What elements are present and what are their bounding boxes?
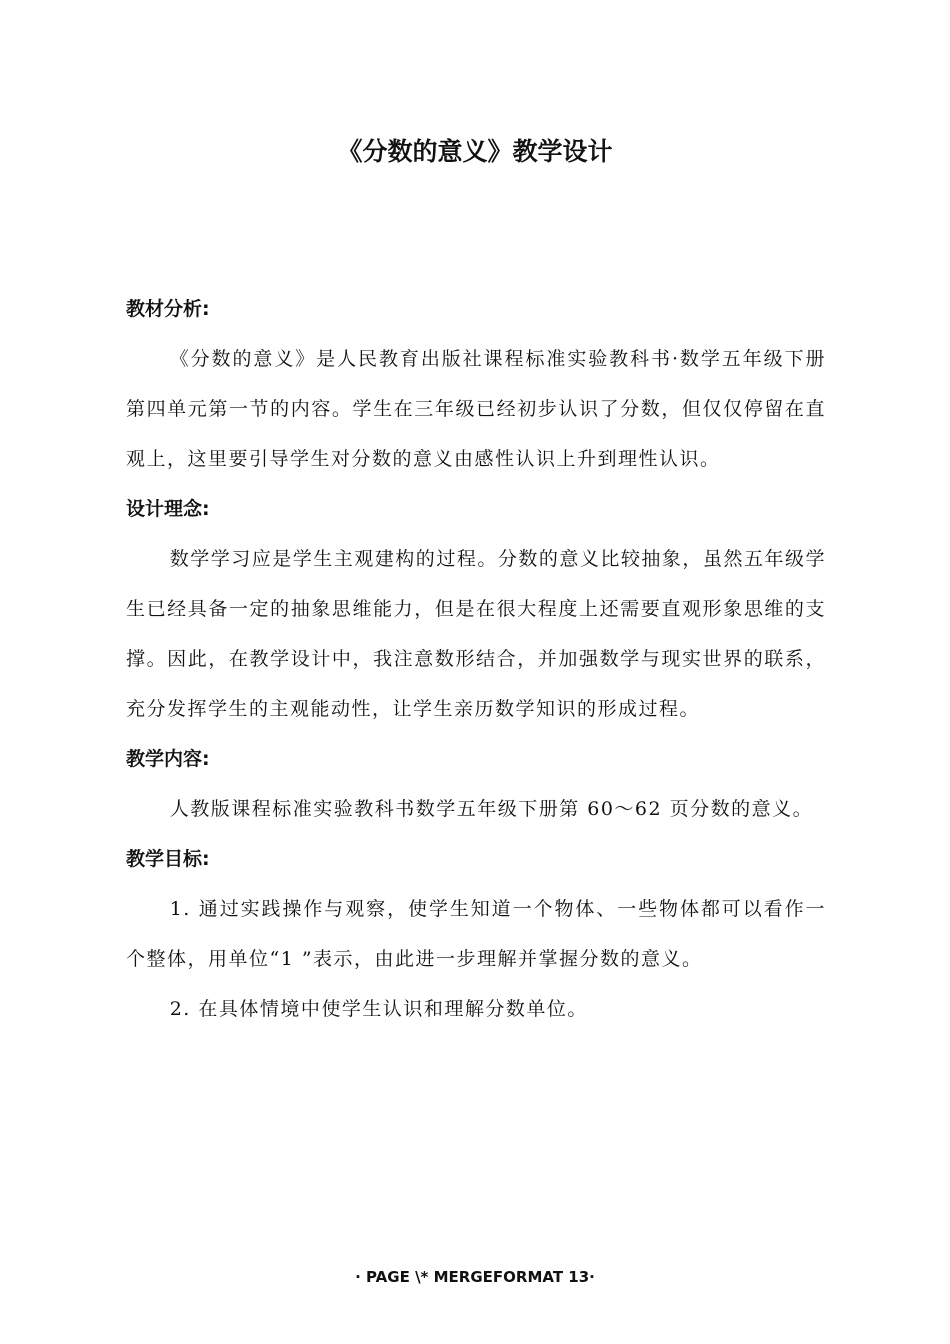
document-body	[126, 284, 826, 1034]
section-textbook-analysis	[126, 284, 826, 484]
paragraph: 《分数的意义》是人民教育出版社课程标准实验教科书·数学五年级下册第四单元第一节的内容。学生在三年级已经初步认识了分数，但仅仅停留在直观上，这里要引导学生对分数的意义由感性认识上升到理性认识。	[126, 348, 826, 470]
section-heading: 设计理念:	[126, 498, 210, 520]
section-heading: 教学目标:	[126, 848, 210, 870]
page-title: 《分数的意义》教学设计	[337, 137, 613, 166]
objective-item: 1. 通过实践操作与观察，使学生知道一个物体、一些物体都可以看作一个整体，用单位“1 ”表示，由此进一步理解并掌握分数的意义。	[126, 898, 826, 970]
paragraph: 人教版课程标准实验教科书数学五年级下册第 60～62 页分数的意义。	[169, 798, 814, 820]
section-teaching-content	[126, 734, 826, 834]
section-design-concept	[126, 484, 826, 734]
page-footer: · PAGE \* MERGEFORMAT 13·	[355, 1268, 595, 1286]
section-heading: 教材分析:	[126, 298, 210, 320]
paragraph: 数学学习应是学生主观建构的过程。分数的意义比较抽象，虽然五年级学生已经具备一定的抽象思维能力，但是在很大程度上还需要直观形象思维的支撑。因此，在教学设计中，我注意数形结合，并加强数学与现实世界的联系，充分发挥学生的主观能动性，让学生亲历数学知识的形成过程。	[126, 548, 826, 720]
objective-item: 2. 在具体情境中使学生认识和理解分数单位。	[169, 998, 588, 1020]
section-heading: 教学内容:	[126, 748, 210, 770]
section-teaching-objectives	[126, 834, 826, 1034]
